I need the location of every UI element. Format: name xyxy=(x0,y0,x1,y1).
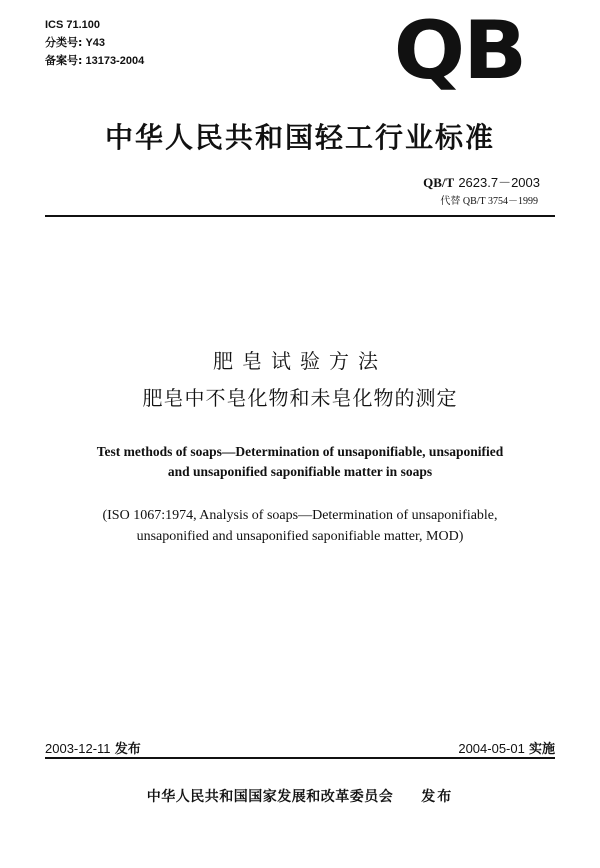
classification-number xyxy=(45,34,144,52)
header-divider xyxy=(45,215,555,217)
issuing-action: 发布 xyxy=(421,789,454,805)
qb-logo: QB xyxy=(393,4,525,97)
chinese-title-sub: 肥皂中不皂化物和未皂化物的测定 xyxy=(142,386,458,410)
ics-code: ICS 71.100 xyxy=(45,19,101,31)
english-title xyxy=(40,442,560,482)
standard-code: QB/T xyxy=(423,175,455,190)
footer-divider xyxy=(45,757,555,759)
issuing-authority xyxy=(0,786,600,806)
replaces-standard: 代替 QB/T 3754－1999 xyxy=(440,196,538,207)
record-label: 备案号: xyxy=(45,54,83,67)
english-title-line-2: and unsaponified saponifiable matter in soaps xyxy=(167,464,433,479)
industry-standard-title: 中华人民共和国轻工行业标准 xyxy=(104,121,495,154)
implementation-date-value: 2004-05-01 xyxy=(458,741,525,756)
record-number xyxy=(45,52,144,70)
iso-reference xyxy=(40,505,560,547)
classification-block xyxy=(45,17,144,70)
issue-date xyxy=(45,738,141,757)
chinese-title-main: 肥皂试验方法 xyxy=(213,349,387,373)
iso-reference-line-2: unsaponified and unsaponified saponifiable matter, MOD) xyxy=(136,529,464,544)
issue-word: 发布 xyxy=(114,742,141,757)
classification-value: Y43 xyxy=(85,37,106,49)
issuing-organization: 中华人民共和国国家发展和改革委员会 xyxy=(146,789,394,805)
iso-reference-line-1: (ISO 1067:1974, Analysis of soaps—Determination of unsaponifiable, xyxy=(102,508,498,523)
implementation-word: 实施 xyxy=(528,742,555,757)
english-title-line-1: Test methods of soaps—Determination of unsaponifiable, unsaponified xyxy=(96,444,504,459)
record-value: 13173-2004 xyxy=(85,55,145,67)
standard-number-value: 2623.7－2003 xyxy=(458,175,540,190)
standard-number xyxy=(423,172,540,191)
classification-label: 分类号: xyxy=(45,36,83,49)
implementation-date xyxy=(458,738,555,757)
issue-date-value: 2003-12-11 xyxy=(45,741,111,756)
